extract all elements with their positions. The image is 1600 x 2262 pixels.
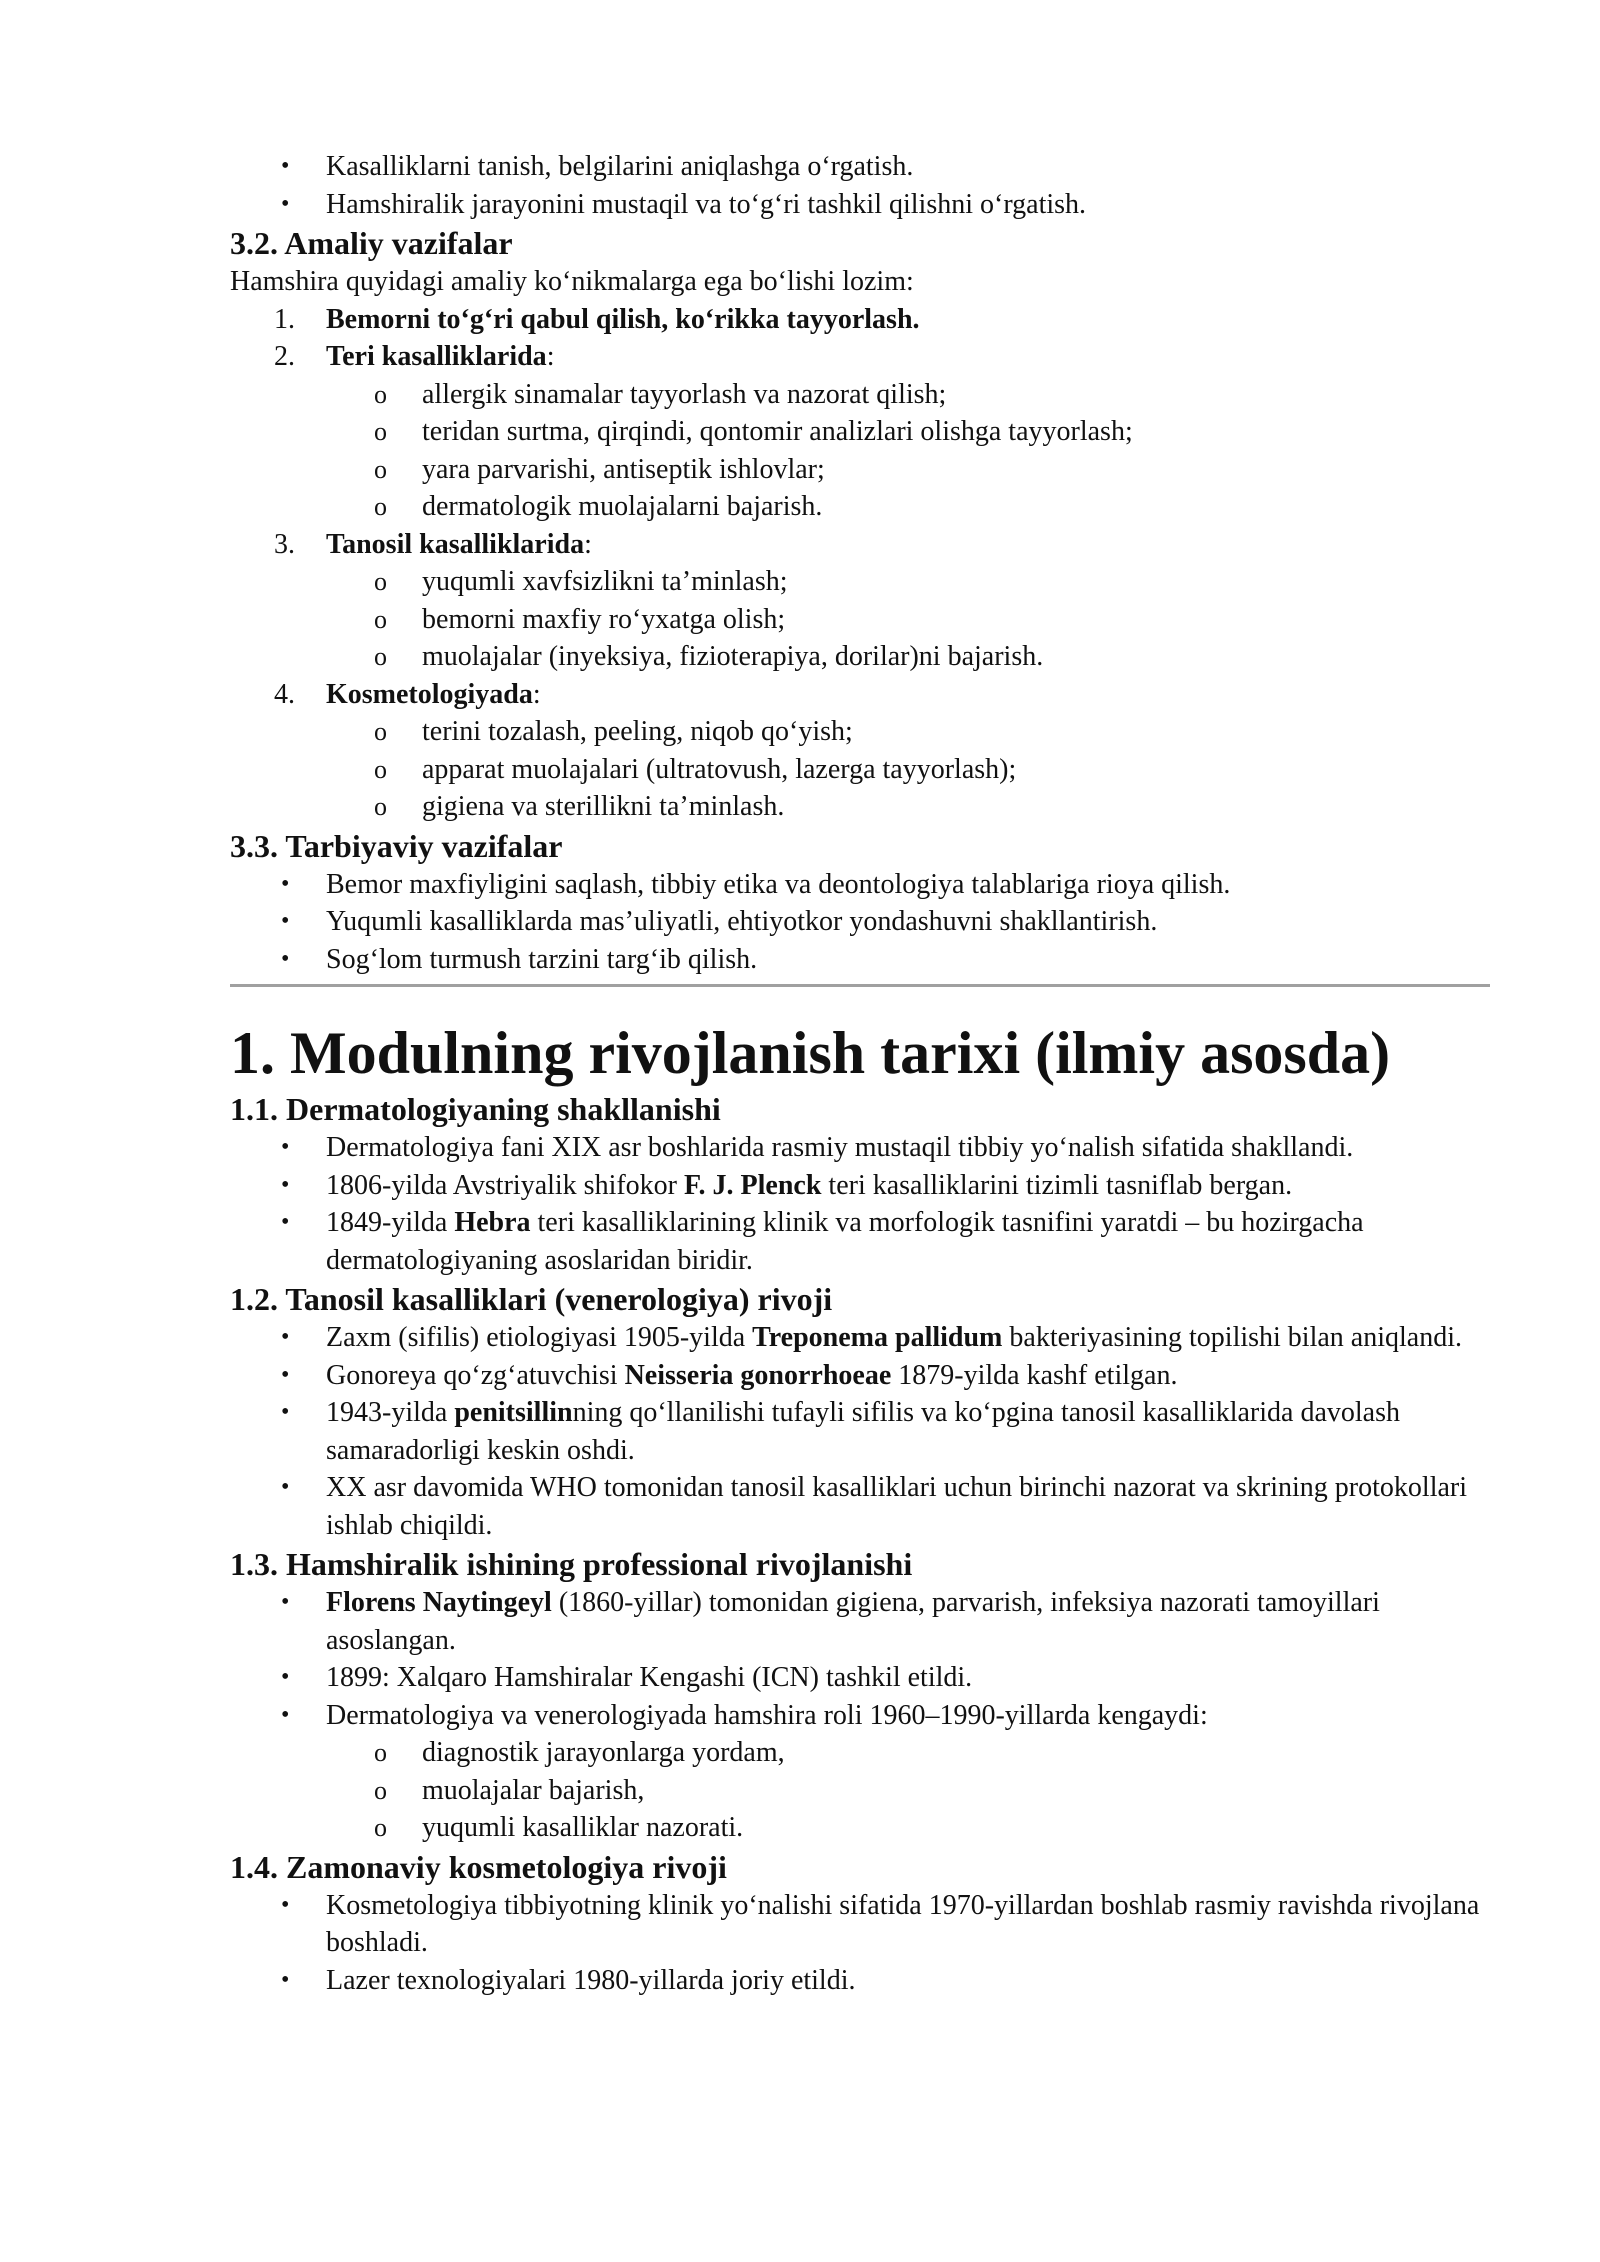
- circle-bullet-icon: o: [374, 417, 387, 446]
- bullet-icon: •: [281, 1134, 290, 1160]
- list-item: • Florens Naytingeyl (1860-yillar) tomonidan gigiena, parvarish, infeksiya nazorati tamoyillari asoslangan.: [326, 1584, 1500, 1659]
- list-item: o muolajalar bajarish,: [422, 1772, 1500, 1810]
- list-item: 3. Tanosil kasalliklarida: o yuqumli xavfsizlikni ta’minlash; o bemorni maxfiy ro‘yxatga olish; o muolajalar (inyeksiya, fizioterapiya, dorilar)ni bajarish.: [326, 526, 1500, 676]
- list-item: • Kosmetologiya tibbiyotning klinik yo‘nalishi sifatida 1970-yillardan boshlab rasmiy ravishda rivojlana boshladi.: [326, 1887, 1500, 1962]
- list-item: • Bemor maxfiyligini saqlash, tibbiy etika va deontologiya talablariga rioya qilish.: [326, 866, 1500, 904]
- section-heading-1-4: 1.4. Zamonaviy kosmetologiya rivoji: [230, 1848, 727, 1885]
- bullet-icon: •: [281, 153, 290, 179]
- bullet-list: [230, 1584, 1500, 1847]
- bullet-list: [230, 1129, 1500, 1279]
- list-item: • Hamshiralik jarayonini mustaqil va to‘g‘ri tashkil qilishni o‘rgatish.: [326, 186, 1500, 224]
- bullet-list: [230, 1887, 1500, 2000]
- list-item: • Kasalliklarni tanish, belgilarini aniqlashga o‘rgatish.: [326, 148, 1500, 186]
- top-bullet-list: [230, 148, 1500, 223]
- bullet-icon: •: [281, 1589, 290, 1615]
- section-heading-1-2: 1.2. Tanosil kasalliklari (venerologiya) rivoji: [230, 1281, 833, 1317]
- bullet-icon: •: [281, 1324, 290, 1350]
- sub-list: [326, 563, 1500, 676]
- circle-bullet-icon: o: [374, 1775, 387, 1805]
- list-item: o yara parvarishi, antiseptik ishlovlar;: [422, 451, 1500, 489]
- circle-bullet-icon: o: [374, 642, 387, 671]
- list-item: • Yuqumli kasalliklarda mas’uliyatli, ehtiyotkor yondashuvni shakllantirish.: [326, 903, 1500, 941]
- bullet-list: [230, 866, 1500, 979]
- bullet-icon: •: [281, 1474, 290, 1500]
- section-heading-1-1: 1.1. Dermatologiyaning shakllanishi: [230, 1091, 721, 1127]
- list-item: • Sog‘lom turmush tarzini targ‘ib qilish.: [326, 941, 1500, 979]
- list-item: • 1943-yilda penitsillinning qo‘llanilishi tufayli sifilis va ko‘pgina tanosil kasalliklarida davolash samaradorligi keskin oshdi.: [326, 1394, 1500, 1469]
- list-item: o teridan surtma, qirqindi, qontomir analizlari olishga tayyorlash;: [422, 413, 1500, 451]
- list-item: o muolajalar (inyeksiya, fizioterapiya, dorilar)ni bajarish.: [422, 638, 1500, 676]
- list-item: • Dermatologiya fani XIX asr boshlarida rasmiy mustaqil tibbiy yo‘nalish sifatida shakllandi.: [326, 1129, 1500, 1167]
- list-item: o allergik sinamalar tayyorlash va nazorat qilish;: [422, 376, 1500, 414]
- numbered-list: [230, 301, 1500, 826]
- circle-bullet-icon: o: [374, 567, 387, 596]
- bullet-icon: •: [281, 1399, 290, 1425]
- circle-bullet-icon: o: [374, 754, 387, 784]
- sub-list: [326, 376, 1500, 526]
- list-item: • 1806-yilda Avstriyalik shifokor F. J. Plenck teri kasalliklarini tizimli tasniflab bergan.: [326, 1167, 1500, 1205]
- sub-list: [326, 713, 1500, 826]
- bullet-icon: •: [281, 870, 290, 897]
- list-item: o bemorni maxfiy ro‘yxatga olish;: [422, 601, 1500, 639]
- sub-list: [326, 1734, 1500, 1847]
- list-number: 1.: [274, 303, 295, 335]
- list-item: 1. Bemorni to‘g‘ri qabul qilish, ko‘rikka tayyorlash.: [326, 301, 1500, 339]
- circle-bullet-icon: o: [374, 379, 387, 409]
- list-item: o diagnostik jarayonlarga yordam,: [422, 1734, 1500, 1772]
- circle-bullet-icon: o: [374, 1813, 387, 1842]
- circle-bullet-icon: o: [374, 792, 387, 821]
- circle-bullet-icon: o: [374, 1738, 387, 1767]
- section-heading-3-3: 3.3. Tarbiyaviy vazifalar: [230, 827, 563, 864]
- list-item: o gigiena va sterillikni ta’minlash.: [422, 788, 1500, 826]
- section-heading-3-2: 3.2. Amaliy vazifalar: [230, 225, 513, 261]
- bullet-icon: •: [281, 1171, 290, 1198]
- list-number: 2.: [274, 341, 295, 372]
- bullet-icon: •: [281, 190, 290, 217]
- list-item: • 1849-yilda Hebra teri kasalliklarining klinik va morfologik tasnifini yaratdi – bu hozirgacha dermatologiyaning asoslaridan biridir.: [326, 1204, 1500, 1279]
- circle-bullet-icon: o: [374, 717, 387, 746]
- bullet-icon: •: [281, 1361, 290, 1388]
- list-item: 4. Kosmetologiyada: o terini tozalash, peeling, niqob qo‘yish; o apparat muolajalari (ultratovush, lazerga tayyorlash); o gigiena va sterillikni ta’minlash.: [326, 676, 1500, 826]
- bullet-icon: •: [281, 945, 290, 972]
- list-item: o yuqumli kasalliklar nazorati.: [422, 1809, 1500, 1847]
- list-item: o dermatologik muolajalarni bajarish.: [422, 488, 1500, 526]
- list-item: • 1899: Xalqaro Hamshiralar Kengashi (ICN) tashkil etildi.: [326, 1659, 1500, 1697]
- circle-bullet-icon: o: [374, 492, 387, 521]
- bullet-icon: •: [281, 1664, 290, 1690]
- list-item: • XX asr davomida WHO tomonidan tanosil kasalliklari uchun birinchi nazorat va skrining protokollari ishlab chiqildi.: [326, 1469, 1500, 1544]
- list-number: 3.: [274, 528, 295, 560]
- list-item: • Dermatologiya va venerologiyada hamshira roli 1960–1990-yillarda kengaydi: o diagnostik jarayonlarga yordam, o muolajalar bajarish, o yuqumli kasalliklar nazorati.: [326, 1697, 1500, 1847]
- list-item: • Zaxm (sifilis) etiologiyasi 1905-yilda Treponema pallidum bakteriyasining topilishi bilan aniqlandi.: [326, 1319, 1500, 1357]
- list-number: 4.: [274, 678, 295, 710]
- list-item: 2. Teri kasalliklarida: o allergik sinamalar tayyorlash va nazorat qilish; o teridan surtma, qirqindi, qontomir analizlari olishga tayyorlash; o yara parvarishi, antiseptik ishlovlar; o dermatologik muolajalarni bajarish.: [326, 338, 1500, 526]
- bullet-icon: •: [281, 1209, 290, 1235]
- section-intro: Hamshira quyidagi amaliy ko‘nikmalarga ega bo‘lishi lozim:: [230, 266, 914, 297]
- bullet-list: [230, 1319, 1500, 1544]
- circle-bullet-icon: o: [374, 604, 387, 634]
- chapter-title: 1. Modulning rivojlanish tarixi (ilmiy asosda): [230, 1020, 1391, 1086]
- list-item: o apparat muolajalari (ultratovush, lazerga tayyorlash);: [422, 751, 1500, 789]
- list-item: • Gonoreya qo‘zg‘atuvchisi Neisseria gonorrhoeae 1879-yilda kashf etilgan.: [326, 1357, 1500, 1395]
- bullet-icon: •: [281, 1701, 290, 1728]
- section-heading-1-3: 1.3. Hamshiralik ishining professional rivojlanishi: [230, 1546, 913, 1582]
- list-item: o terini tozalash, peeling, niqob qo‘yish;: [422, 713, 1500, 751]
- circle-bullet-icon: o: [374, 454, 387, 484]
- list-item: o yuqumli xavfsizlikni ta’minlash;: [422, 563, 1500, 601]
- list-item: • Lazer texnologiyalari 1980-yillarda joriy etildi.: [326, 1962, 1500, 2000]
- bullet-icon: •: [281, 1891, 290, 1918]
- bullet-icon: •: [281, 1966, 290, 1993]
- bullet-icon: •: [281, 908, 290, 934]
- horizontal-divider: [230, 984, 1490, 987]
